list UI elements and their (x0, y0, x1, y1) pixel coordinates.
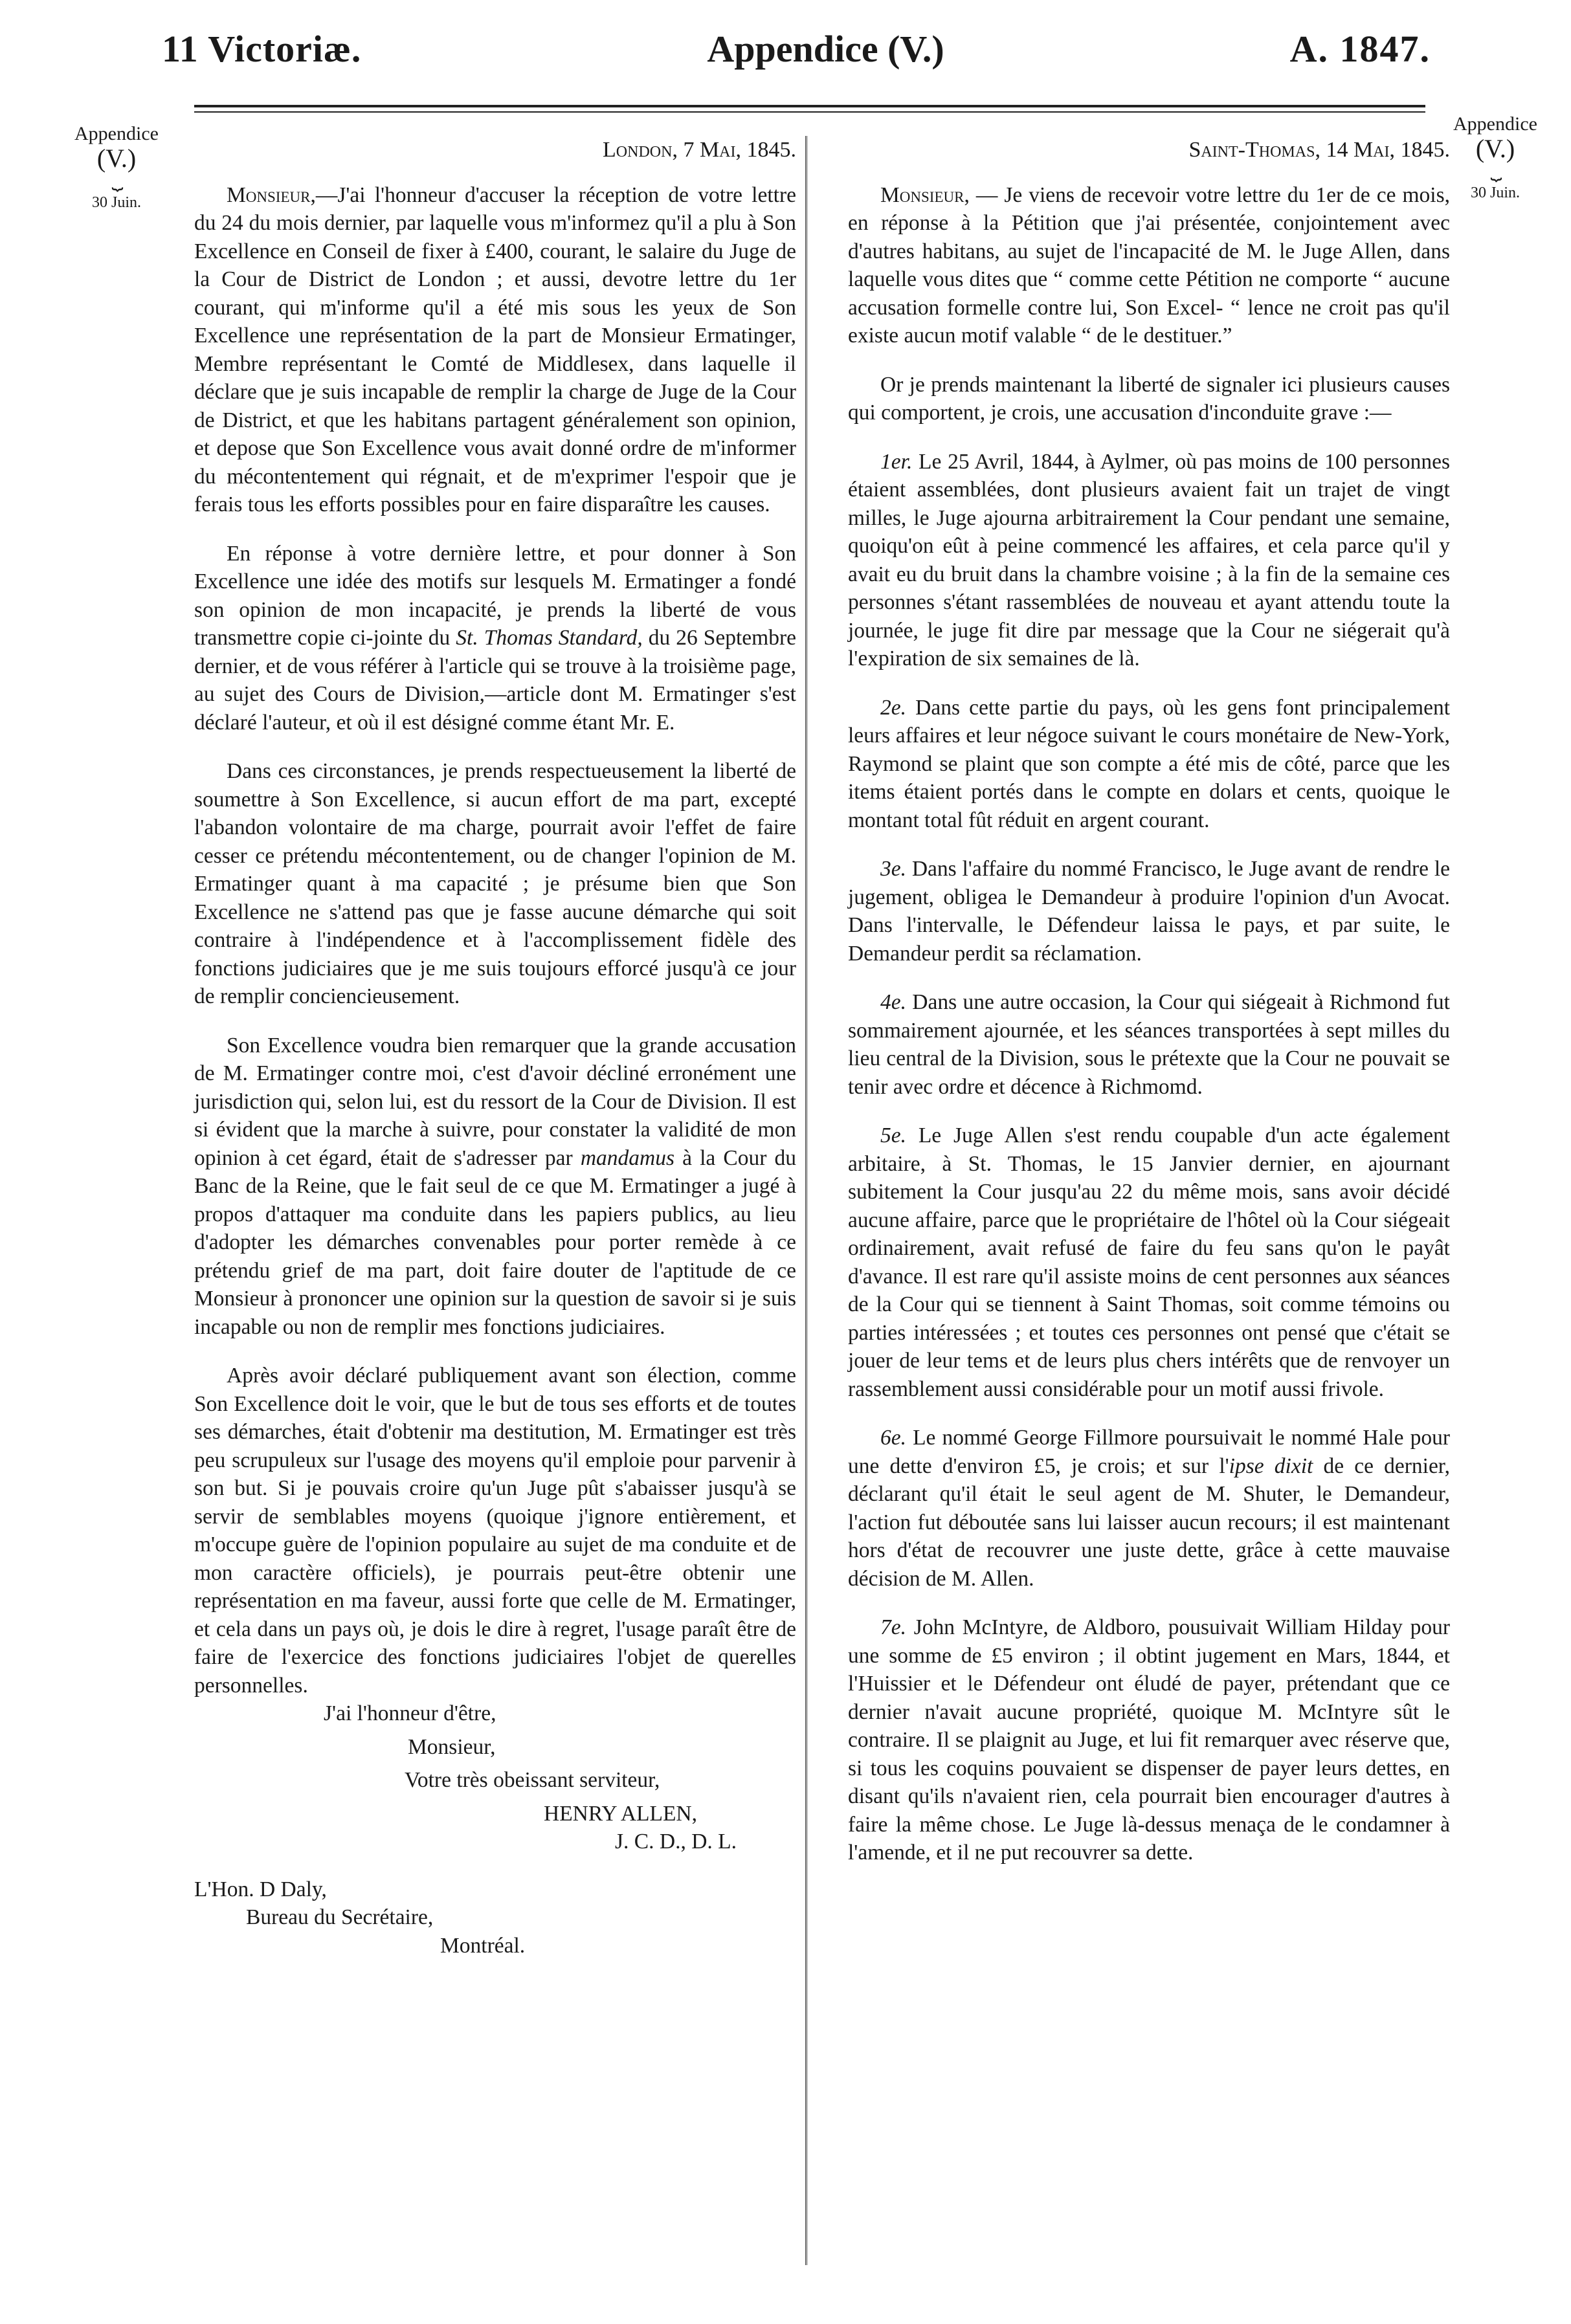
right-dateline: Saint-Thomas, 14 Mai, 1845. (1188, 138, 1450, 162)
newspaper-title: St. Thomas Standard, (456, 626, 643, 650)
right-column (848, 136, 1450, 1888)
left-paragraph-2: En réponse à votre dernière lettre, et pour donner à Son Excellence une idée des motifs sur lesquels M. Ermatinger a fondé son opinion de mon incapacité, je prends la liberté de vous transmettre copie ci-jointe du St. Thomas Standard, du 26 Septembre dernier, et de vous référer à l'article qui se trouve à la troisième page, au sujet des Cours de Division,—article dont M. Ermatinger s'est déclaré l'auteur, et où il est désigné comme étant Mr. E. (194, 541, 796, 735)
charge-item-3: 3e. Dans l'affaire du nommé Francisco, le Juge avant de rendre le jugement, obligea le Demandeur à produire l'opinion d'un Avocat. Dans l'intervalle, le Défendeur laissa le pays, et par suite, le Demandeur perdit sa réclamation. (848, 857, 1450, 966)
charge-item-6: 6e. Le nommé George Fillmore poursuivait le nommé Hale pour une dette d'environ £5, je crois; et sur l'ipse dixit de ce dernier, déclarant qu'il était le seul agent de M. Shuter, le Demandeur, l'action fut déboutée sans lui laisser aucun recours; il est maintenant hors d'état de recouvrer une juste dette, grâce à cette mauvaise décision de M. Allen. (848, 1426, 1451, 1591)
signature-name: HENRY ALLEN, (544, 1801, 697, 1826)
margin-note-right (1431, 113, 1560, 204)
margin-letter: (V.) (1475, 134, 1515, 163)
signature-title: J. C. D., D. L. (615, 1830, 737, 1854)
charge-item-4: 4e. Dans une autre occasion, la Cour qui siégeait à Richmond fut sommairement ajournée, et les séances transportées à sept milles du lieu central de la Division, sous le prétexte que la Cour ne pouvait se tenir avec ordre et décence à Richmomd. (848, 990, 1450, 1099)
address-line-2: Bureau du Secrétaire, (246, 1905, 434, 1929)
right-paragraph-intro: Monsieur, — Je viens de recevoir votre lettre du 1er de ce mois, en réponse à la Pétition que j'ai présentée, conjointement avec d'autres habitans, au sujet de l'incapacité de M. le Juge Allen, dans laquelle vous dites que “ comme cette Pétition ne comporte “ aucune accusation formelle contre lui, Son Excel- “ lence ne croit pas qu'il existe aucun motif valable “ de le destituer.” (848, 183, 1450, 348)
left-dateline: London, 7 Mai, 1845. (603, 138, 796, 162)
margin-letter: (V.) (96, 144, 137, 173)
left-paragraph-1: Monsieur,—J'ai l'honneur d'accuser la réception de votre lettre du 24 du mois dernier, par laquelle vous m'informez qu'il a plu à Son Excellence en Conseil de fixer à £400, courant, le salaire du Juge de la Cour de District de London ; et aussi, devotre lettre du 1er courant, qui m'informe qu'il a été mis sous les yeux de Son Excellence une représentation de la part de Monsieur Ermatinger, Membre représentant le Comté de Middlesex, dans laquelle il déclare que je suis incapable de remplir la charge de Juge de la Cour de District, et que les habitans partagent généralement son opinion, et depose que Son Excellence vous avait donné ordre de m'informer du mécontentement qui régnait, et de m'exprimer l'espoir que je ferais tous les efforts possibles pour en faire disparaître les causes. (194, 183, 796, 516)
header-rule-thick (194, 105, 1425, 107)
closing-line-1: J'ai l'honneur d'être, (324, 1701, 496, 1725)
right-paragraph-2: Or je prends maintenant la liberté de signaler ici plusieurs causes qui comportent, je crois, une accusation d'inconduite grave :— (848, 372, 1450, 425)
left-column (194, 136, 796, 1960)
header-right: A. 1847. (1289, 27, 1431, 70)
ipse-dixit-term: ipse dixit (1229, 1454, 1313, 1478)
margin-date: 30 Juin. (91, 194, 141, 211)
charge-item-7: 7e. John McIntyre, de Aldboro, pousuivait William Hilday pour une somme de £5 environ ; il obtint jugement en Mars, 1844, et l'Huissier et le Défendeur ont éludé de payer, prétendant que ce dernier n'avait aucune propriété, quoique M. McIntyre sût le contraire. Il se plaignit au Juge, et lui fit remarquer avec réserve que, si tous les coquins pouvaient se dispenser de payer leurs dettes, en disant qu'ils n'avaient rien, cela pourrait bien encourager d'autres à faire la même chose. Le Juge là-dessus menaça de le condamner à l'amende, et il ne put recouvrer sa dette. (848, 1615, 1450, 1865)
charge-item-1: 1er. Le 25 Avril, 1844, à Aylmer, où pas moins de 100 personnes étaient assemblées, dont plusieurs avaient fait un trajet de vingt milles, le Juge ajourna arbitrairement la Cour pendant une semaine, quoiqu'on eût à peine commencé les affaires, et cela parce qu'il y avait eu du bruit dans la chambre voisine ; à la fin de la semaine ces personnes s'étant rassemblées de nouveau et ayant attendu toute la journée, le juge fit dire par message que la Cour ne siégerait qu'à l'expiration de six semaines de là. (848, 449, 1450, 670)
closing-line-3: Votre très obeissant serviteur, (405, 1768, 660, 1792)
left-paragraph-5: Après avoir déclaré publiquement avant son élection, comme Son Excellence doit le voir, que le but de tous ses efforts et de toutes ses démarches, était d'obtenir ma destitution, M. Ermatinger est très peu scrupuleux sur l'usage des moyens qu'il emploie pour parvenir à son but. Si je pouvais croire qu'un Juge pût s'abaisser jusqu'à se servir de semblables moyens (quoique j'ignore entièrement, et m'occupe guère de l'opinion populaire au sujet de ma conduite et de mon caractère officiels), je pourrais peut-être obtenir une représentation en ma faveur, aussi forte que celle de M. Ermatinger, et cela dans un pays où, je dois le dire à regret, l'usage paraît être de faire de l'exercice des fonctions judiciaires l'objet de querelles personnelles. (194, 1364, 796, 1698)
right-salutation: Monsieur, (880, 183, 970, 207)
left-salutation: Monsieur, (227, 183, 316, 207)
margin-brace: ⏟ (111, 169, 122, 190)
column-divider (805, 136, 807, 2265)
header-left: 11 Victoriæ. (162, 27, 362, 70)
page-header (162, 19, 1431, 78)
header-rule-thin (194, 111, 1425, 113)
address-line-3: Montréal. (440, 1933, 526, 1958)
margin-label: Appendice (74, 123, 159, 144)
closing-line-2: Monsieur, (408, 1734, 496, 1759)
header-center: Appendice (V.) (707, 27, 944, 70)
charge-item-5: 5e. Le Juge Allen s'est rendu coupable d'un acte également arbitaire, à St. Thomas, le 15 Janvier dernier, en ajournant subitement la Cour jusqu'au 22 du même mois, sans avoir décidé aucune affaire, parce que le propriétaire de l'hôtel où la Cour siégeait ordinairement, avait refusé de faire du feu sans qu'on le payât d'avance. Il est rare qu'il assiste moins de cent personnes aux séances de la Cour qui se tiennent à Saint Thomas, soit comme témoins ou parties intéressées ; et toutes ces personnes ont pensé que c'était se jouer de leur tems et de leurs plus chers intérêts que de renvoyer un rassemblement aussi considérable pour un motif aussi frivole. (848, 1123, 1450, 1401)
mandamus-term: mandamus (580, 1145, 674, 1170)
margin-brace: ⏟ (1490, 159, 1500, 181)
charge-item-2: 2e. Dans cette partie du pays, où les gens font principalement leurs affaires et leur négoce suivant le cours monétaire de New-York, Raymond se plaint que son compte a été mis de côté, parce que les items étaient portés dans le compte en dolars et cents, quoique le montant total fût réduit en argent courant. (848, 695, 1450, 832)
left-paragraph-4: Son Excellence voudra bien remarquer que la grande accusation de M. Ermatinger contre moi, c'est d'avoir décliné erronément une jurisdiction qui, selon lui, est du ressort de la Cour de Division. Il est si évident que la marche à suivre, pour constater la validité de mon opinion à cet égard, était de s'adresser par mandamus à la Cour du Banc de la Reine, que le fait seul de ce que M. Ermatinger a jugé à propos d'attaquer ma conduite dans les papiers publics, au lieu d'adopter les démarches convenables pour porter remède à ce prétendu grief de ma part, doit faire douter de l'aptitude de ce Monsieur à prononcer une opinion sur la question de savoir si je suis incapable ou non de remplir mes fonctions judiciaires. (194, 1033, 796, 1339)
address-line-1: L'Hon. D Daly, (194, 1877, 327, 1901)
margin-label: Appendice (1453, 113, 1537, 135)
margin-date: 30 Juin. (1470, 184, 1520, 201)
left-paragraph-3: Dans ces circonstances, je prends respectueusement la liberté de soumettre à Son Excellence, si aucun effort de ma part, excepté l'abandon volontaire de ma charge, pourrait avoir l'effet de faire cesser ce prétendu mécontentement, ou de changer l'opinion de M. Ermatinger quant à ma capacité ; je présume bien que Son Excellence ne s'attend pas que je fasse aucune démarche qui soit contraire à l'indépendence et à l'accomplissement fidèle des fonctions judiciaires que je me suis toujours efforcé jusqu'à ce jour de remplir conciencieusement. (194, 759, 796, 1008)
margin-note-left (52, 123, 181, 214)
